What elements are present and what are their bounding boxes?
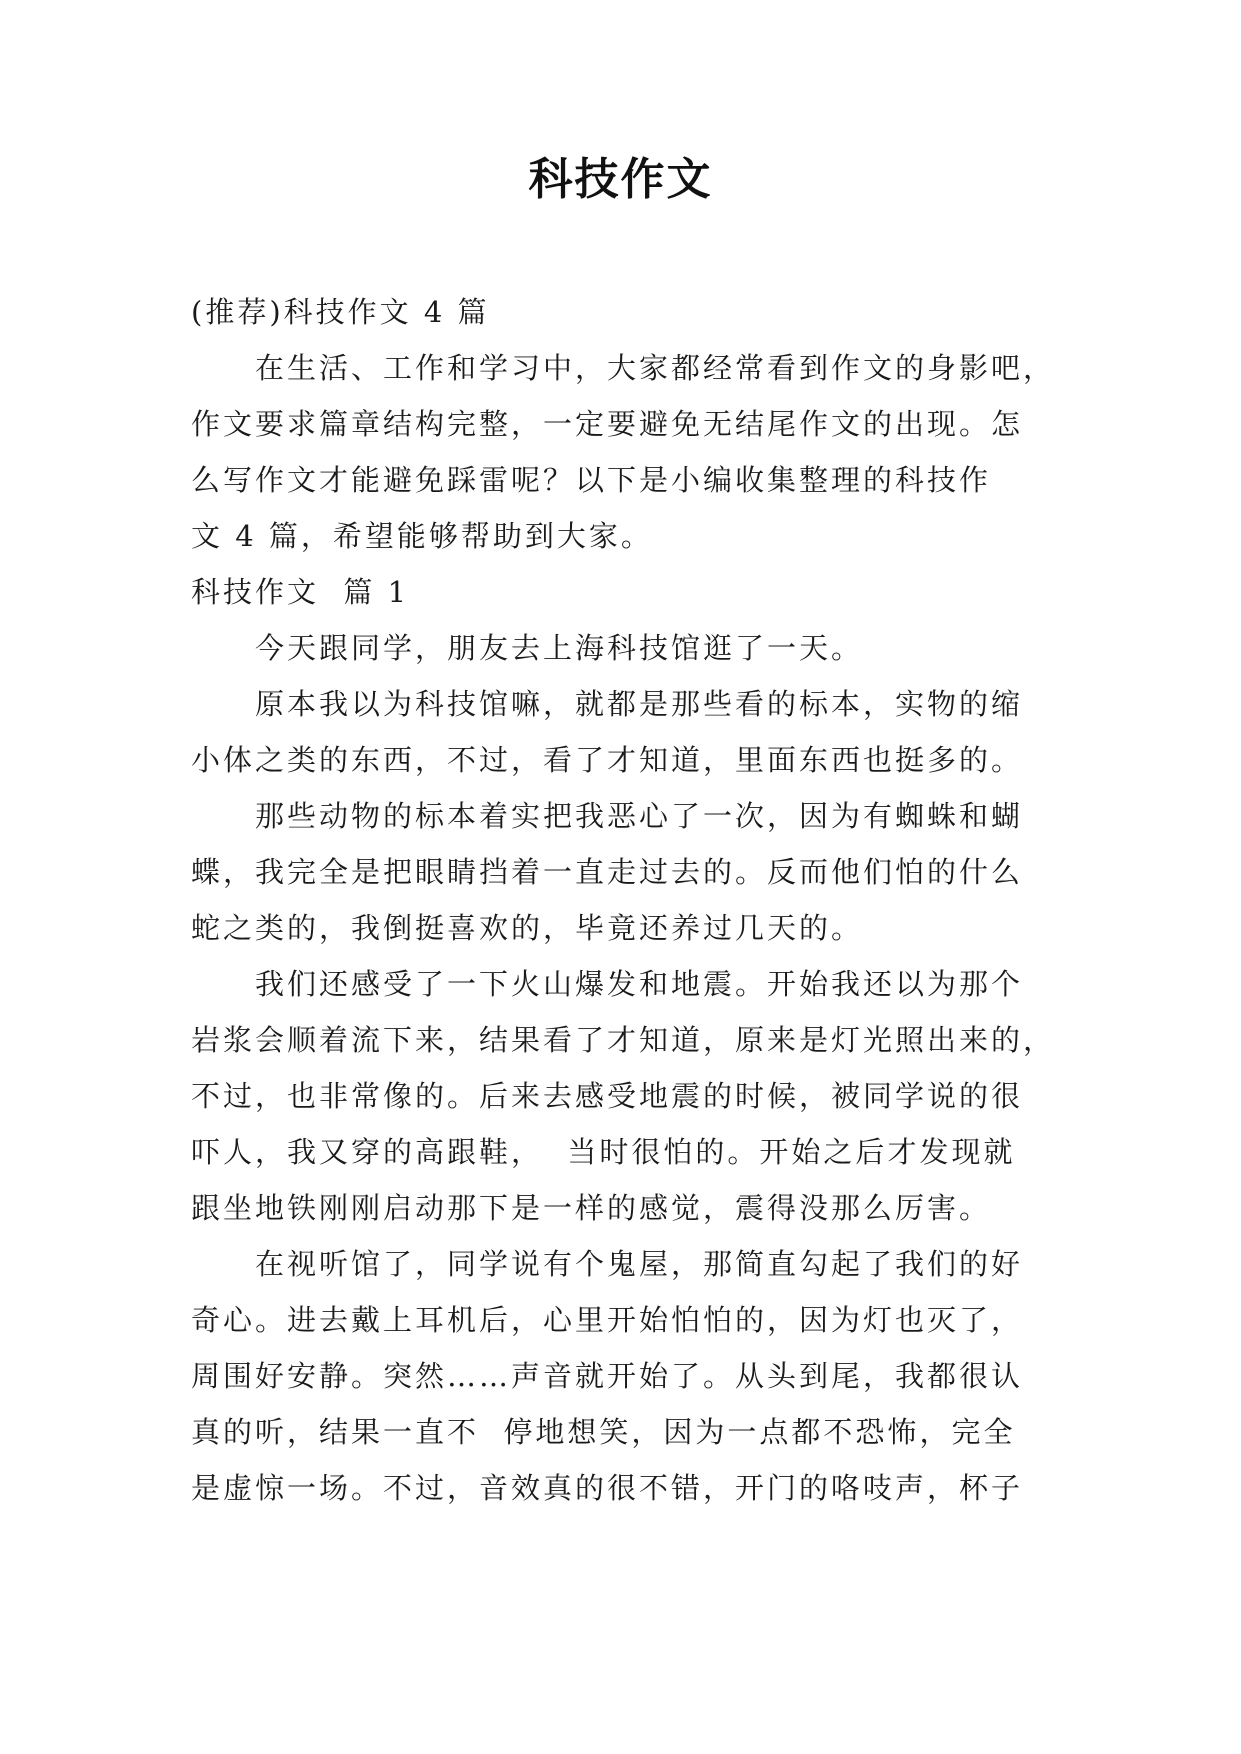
- section-heading: [191, 564, 1057, 620]
- text-line: 周围好安静。突然……声音就开始了。从头到尾，我都很认: [191, 1359, 1024, 1393]
- intro-paragraph: [191, 340, 1057, 564]
- paragraph-5: [191, 1236, 1057, 1516]
- text-line: 那些动物的标本着实把我恶心了一次，因为有蜘蛛和蝴: [255, 799, 1024, 833]
- text-line: 真的听，结果一直不 停地想笑，因为一点都不恐怖，完全: [191, 1415, 1016, 1449]
- text-line: 在视听馆了，同学说有个鬼屋，那简直勾起了我们的好: [255, 1247, 1024, 1281]
- text-line: 小体之类的东西，不过，看了才知道，里面东西也挺多的。: [191, 743, 1024, 777]
- text-line: 么写作文才能避免踩雷呢？以下是小编收集整理的科技作: [191, 463, 992, 497]
- text-line: 作文要求篇章结构完整，一定要避免无结尾作文的出现。怎: [191, 407, 1024, 441]
- document-subtitle: (推荐)科技作文 4 篇: [191, 295, 490, 329]
- text-line: 吓人，我又穿的高跟鞋， 当时很怕的。开始之后才发现就: [191, 1135, 1016, 1169]
- text-line: 文 4 篇，希望能够帮助到大家。: [191, 519, 653, 553]
- document-body: [191, 284, 1057, 1516]
- text-line: 在生活、工作和学习中，大家都经常看到作文的身影吧，: [255, 351, 1056, 385]
- text-line: 今天跟同学，朋友去上海科技馆逛了一天。: [255, 631, 864, 665]
- text-line: 跟坐地铁刚刚启动那下是一样的感觉，震得没那么厉害。: [191, 1191, 992, 1225]
- paragraph-2: [191, 676, 1057, 788]
- text-line: 岩浆会顺着流下来，结果看了才知道，原来是灯光照出来的，: [191, 1023, 1056, 1057]
- text-line: 蛇之类的，我倒挺喜欢的，毕竟还养过几天的。: [191, 911, 864, 945]
- text-line: 奇心。进去戴上耳机后，心里开始怕怕的，因为灯也灭了，: [191, 1303, 1024, 1337]
- text-line: 不过，也非常像的。后来去感受地震的时候，被同学说的很: [191, 1079, 1024, 1113]
- paragraph-3: [191, 788, 1057, 956]
- text-line: 是虚惊一场。不过，音效真的很不错，开门的咯吱声，杯子: [191, 1471, 1024, 1505]
- text-line: 我们还感受了一下火山爆发和地震。开始我还以为那个: [255, 967, 1024, 1001]
- document-title: 科技作文: [528, 154, 713, 205]
- paragraph-1: [191, 620, 1057, 676]
- text-line: 原本我以为科技馆嘛，就都是那些看的标本，实物的缩: [255, 687, 1024, 721]
- text-line: 蝶，我完全是把眼睛挡着一直走过去的。反而他们怕的什么: [191, 855, 1024, 889]
- paragraph-4: [191, 956, 1057, 1236]
- section-heading-text: 科技作文 篇 1: [191, 575, 410, 609]
